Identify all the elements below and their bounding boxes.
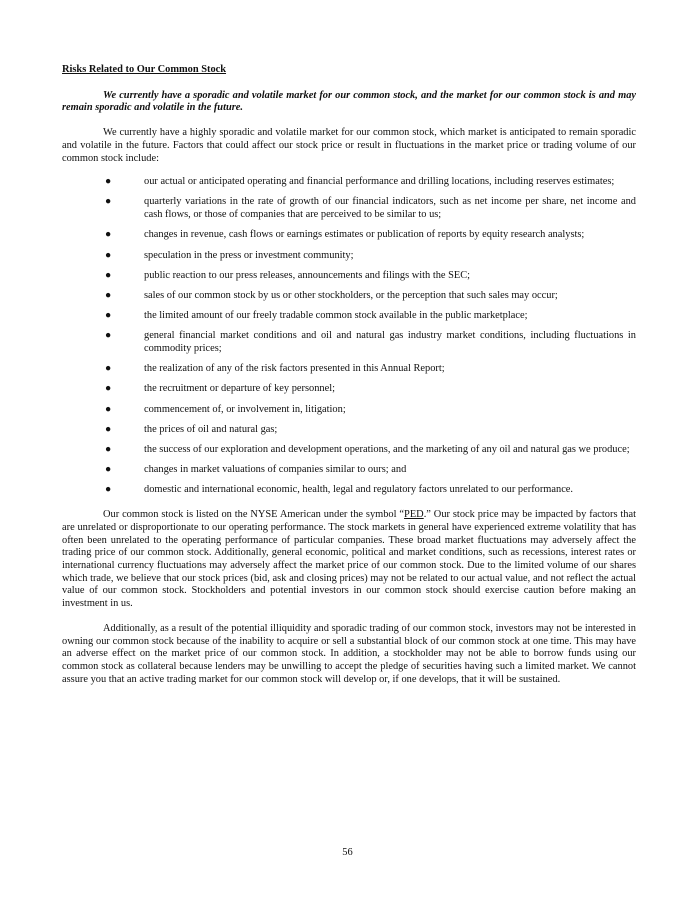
page-number: 56: [342, 847, 353, 858]
bullet-icon: ●: [105, 403, 112, 415]
list-item-text: the realization of any of the risk factors presented in this Annual Report;: [144, 363, 445, 375]
listing-text-before: Our common stock is listed on the NYSE American under the symbol “: [103, 509, 405, 521]
list-item-text: quarterly variations in the rate of growth of our financial indicators, such as net income per share, net income and cash flows, or those of companies that are perceived to be similar to us;: [144, 196, 636, 221]
listing-text-after: .” Our stock price may be impacted by factors that are unrelated or disproportionate to our operating performance. The stock markets in general have experienced extreme volatility that has often been unrelated to the operating performance of particular companies. These broad market fluctuations may adversely affect the trading price of our common stock. Additionally, general economic, political and market conditions, such as recessions, interest rates or international currency fluctuations may adversely affect the market price of our common stock. Due to the limited volume of our shares which trade, we believe that our stock prices (bid, ask and closing prices) may not be related to our actual value, and not reflect the actual value of our common stock. Stockholders and potential investors in our common stock should exercise caution before making an investment in us.: [62, 509, 637, 610]
section-heading: Risks Related to Our Common Stock: [62, 64, 227, 75]
list-item: [62, 363, 636, 376]
bullet-icon: ●: [105, 484, 112, 496]
bullet-icon: ●: [105, 196, 112, 208]
list-item: [62, 404, 636, 417]
illiquidity-paragraph: Additionally, as a result of the potential illiquidity and sporadic trading of our common stock, investors may not be interested in owning our common stock because of the inability to acquire or sell a substantial block of our common stock at one time. This may have an adverse effect on the market price of our common stock. In addition, a stockholder may not be able to borrow funds using our common stock as collateral because lenders may be unwilling to accept the pledge of securities having such a limited market. We cannot assure you that an active trading market for our common stock will develop or, if one develops, that it will be sustained.: [62, 622, 636, 685]
bullet-icon: ●: [105, 464, 112, 476]
list-item-text: sales of our common stock by us or other stockholders, or the perception that such sales may occur;: [144, 289, 558, 301]
ticker-symbol: PED: [404, 509, 424, 521]
list-item-text: domestic and international economic, health, legal and regulatory factors unrelated to our performance.: [144, 484, 574, 496]
list-item: [62, 484, 636, 497]
list-item: [62, 424, 636, 437]
bullet-icon: ●: [105, 249, 112, 261]
list-item-text: the success of our exploration and development operations, and the marketing of any oil and natural gas we produce;: [144, 444, 630, 456]
list-item: [62, 270, 636, 283]
list-item: [62, 330, 636, 355]
listing-paragraph: [62, 509, 636, 611]
list-item: [62, 383, 636, 396]
risk-factor-list: [62, 176, 636, 497]
list-item: [62, 176, 636, 189]
bullet-icon: ●: [105, 289, 112, 301]
list-item-text: commencement of, or involvement in, litigation;: [144, 403, 346, 415]
list-item-text: public reaction to our press releases, announcements and filings with the SEC;: [144, 269, 471, 281]
list-item: [62, 310, 636, 323]
list-item-text: changes in market valuations of companies similar to ours; and: [144, 464, 407, 476]
list-item-text: general financial market conditions and oil and natural gas industry market conditions, including fluctuations in commodity prices;: [144, 330, 636, 355]
list-item: [62, 196, 636, 221]
list-item-text: speculation in the press or investment community;: [144, 249, 354, 261]
intro-paragraph: We currently have a highly sporadic and volatile market for our common stock, which market is anticipated to remain sporadic and volatile in the future. Factors that could affect our stock price or result in fluctuations in the market price or trading volume of our common stock include:: [62, 127, 636, 164]
list-item-text: our actual or anticipated operating and financial performance and drilling locations, including reserves estimates;: [144, 176, 615, 188]
list-item: [62, 250, 636, 263]
bullet-icon: ●: [105, 310, 112, 322]
list-item-text: the limited amount of our freely tradable common stock available in the public marketplace;: [144, 310, 528, 322]
risk-lead-paragraph: We currently have a sporadic and volatile market for our common stock, and the market for our common stock is and may remain sporadic and volatile in the future.: [62, 89, 636, 114]
bullet-icon: ●: [105, 444, 112, 456]
list-item: [62, 464, 636, 477]
bullet-icon: ●: [105, 363, 112, 375]
list-item: [62, 290, 636, 303]
bullet-icon: ●: [105, 330, 112, 342]
list-item: [62, 229, 636, 242]
list-item-text: the recruitment or departure of key personnel;: [144, 383, 335, 395]
list-item: [62, 444, 636, 457]
list-item-text: changes in revenue, cash flows or earnings estimates or publication of reports by equity research analysts;: [144, 229, 585, 241]
bullet-icon: ●: [105, 423, 112, 435]
bullet-icon: ●: [105, 383, 112, 395]
bullet-icon: ●: [105, 229, 112, 241]
bullet-icon: ●: [105, 269, 112, 281]
document-page: [62, 64, 636, 698]
bullet-icon: ●: [105, 176, 112, 188]
list-item-text: the prices of oil and natural gas;: [144, 423, 278, 435]
